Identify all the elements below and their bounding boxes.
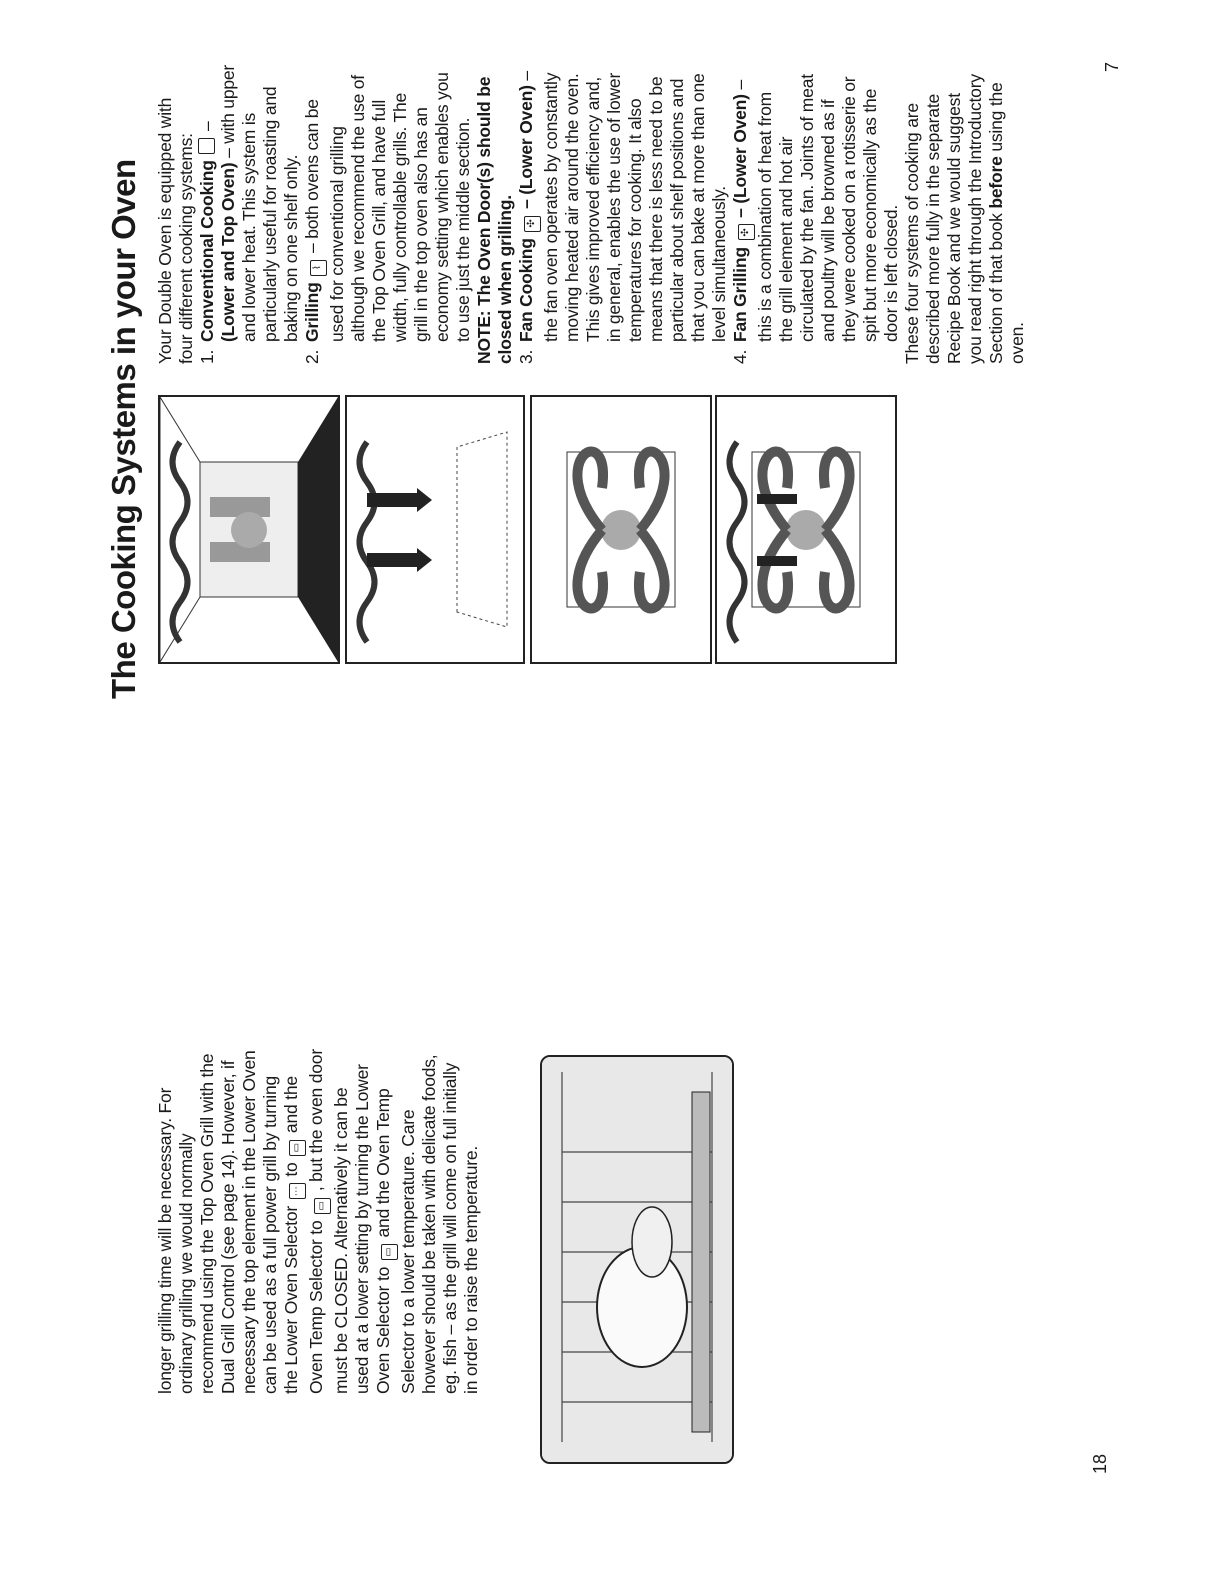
oven-interior-drawing [542, 1057, 732, 1462]
full-grill-icon: ▭ [289, 1140, 306, 1156]
conventional-cooking-icon [198, 138, 215, 154]
note-text: NOTE: The Oven Door(s) should be closed when grilling. [474, 76, 515, 364]
fan-icon: ✣ [524, 216, 541, 232]
closing-text: These four systems of cooking are described more fully in the separate Recipe Book and we would suggest you read right through the Introductory Section of that book before using the oven. [902, 74, 1027, 364]
fan-grill-icon: ✣ [738, 225, 755, 241]
fan-grilling-diagram [715, 395, 897, 664]
list-item-grilling: 2. Grilling ⌇ – both ovens can be used for conventional grilling although we recommend the use of the Top Oven Grill, and have full width, fully controllable grills. The grill in the top oven also has an economy setting which enables you to use just the middle section. [302, 72, 473, 364]
grilling-diagram [345, 395, 525, 664]
fan-cooking-diagram [530, 395, 712, 664]
intro-text: Your Double Oven is equipped with four different cooking systems: [155, 97, 196, 364]
grill-setting-icon: ▭ [381, 1244, 398, 1260]
left-page-number: 18 [1090, 1453, 1110, 1474]
list-item-fan-cooking: 3. Fan Cooking ✣ – (Lower Oven) – the fan oven operates by constantly moving heated air around the oven. This gives improved efficiency and, in general, enables the use of lower temperatures for cooking. It also means that there is less need to be particular about shelf positions and that you can bake at more than one level simultaneously. [516, 71, 729, 364]
lower-oven-grill-icon: ⋯ [289, 1183, 306, 1199]
left-page-text [155, 1049, 482, 1394]
grill-icon: ⌇ [310, 260, 327, 276]
right-page-number: 7 [1102, 61, 1122, 72]
roast-chicken-illustration [540, 1055, 734, 1464]
page-title: The Cooking Systems in your Oven [105, 159, 142, 699]
list-item-fan-grilling: 4. Fan Grilling ✣ – (Lower Oven) – this is a combination of heat from the grill element and hot air circulated by the fan. Joints of meat and poultry will be browned as if they were cooked on a rotisserie or spit but more economically as the door is left closed. [730, 74, 901, 364]
right-page-text [155, 64, 1028, 364]
oven-temp-full-icon: ▭ [314, 1198, 331, 1214]
left-paragraph: longer grilling time will be necessary. For ordinary grilling we would normally recommend using the Top Oven Grill with the Dual Grill Control (see page 14). However, if necessary the top element in the Lower Oven can be used as a full power grill by turning the Lower Oven Selector ⋯ to ▭ and the Oven Temp Selector to ▭ , but the oven door must be CLOSED. Alternatively it can be used at a lower setting by turning the Lower Oven Selector to ▭ and the Oven Temp Selector to a lower temperature. Care however should be taken with delicate foods, eg. fish – as the grill will come on full initially in order to raise the temperature. [155, 1049, 481, 1394]
list-item-conventional: 1. Conventional Cooking – (Lower and Top Oven) – with upper and lower heat. This system is particularly useful for roasting and baking on one shelf only. [197, 64, 301, 364]
conventional-cooking-diagram [158, 395, 340, 664]
